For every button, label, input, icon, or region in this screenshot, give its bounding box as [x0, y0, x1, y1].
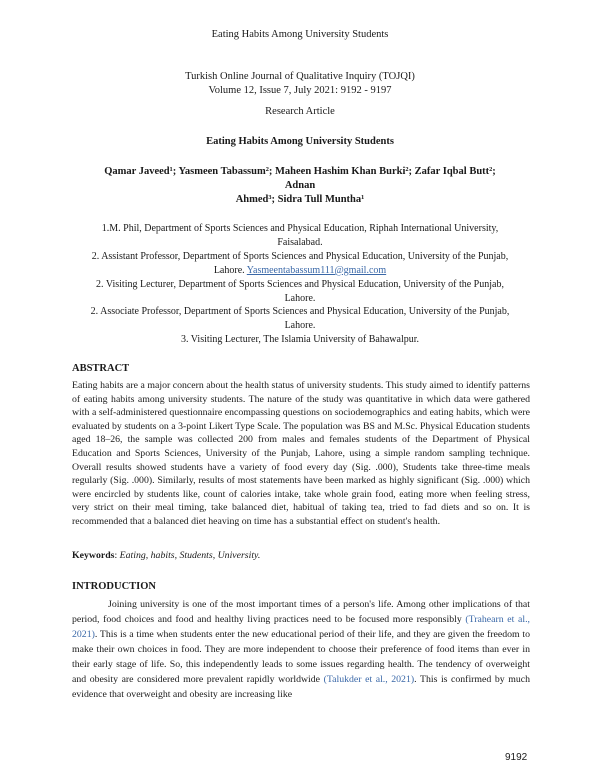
affiliation-2-text: 2. Assistant Professor, Department of Sports Sciences and Physical Education, University of the Punjab, Lahore.: [91, 250, 509, 276]
intro-text-3: . This is confirmed by much evidence that overweight and obesity are increasing like: [72, 674, 530, 700]
article-type: Research Article: [265, 106, 335, 117]
author-line-1: Qamar Javeed¹; Yasmeen Tabassum²; Maheen Hashim Khan Burki²; Zafar Iqbal Butt²; Adnan: [104, 166, 496, 191]
email-link[interactable]: Yasmeentabassum111@gmail.com: [246, 264, 387, 276]
affiliation-3: 2. Visiting Lecturer, Department of Sports Sciences and Physical Education, University of the Punjab, Lahore.: [96, 278, 504, 304]
journal-info: [0, 70, 600, 98]
author-line-2: Ahmed³; Sidra Tull Muntha¹: [235, 194, 365, 205]
keywords-label: Keywords: [72, 550, 115, 561]
intro-text-1: Joining university is one of the most important times of a person's life. Among other implications of that period, food choices and food and healthy living practices need to be focused more responsibly: [72, 599, 530, 625]
journal-name: Turkish Online Journal of Qualitative Inquiry (TOJQI): [185, 71, 415, 82]
affiliation-5: 3. Visiting Lecturer, The Islamia University of Bahawalpur.: [180, 334, 420, 346]
author-list: [95, 165, 505, 207]
journal-volume: Volume 12, Issue 7, July 2021: 9192 - 9197: [208, 85, 392, 96]
abstract-text: Eating habits are a major concern about the health status of university students. This study aimed to identify patterns of eating habits among university students. The nature of the study was quantitative in which data were gathered with a self-administered questionnaire encompassing questions on sociodemographics and eating habits, which were evaluated by students on a 3-point Likert Type Scale. The population was BS and M.Sc. Physical Education students aged 18–26, the sample was collected 200 from males and females students of the Department of Physical Education and Sports Sciences, University of the Punjab, Lahore, using a simple random sampling technique. Overall results showed students have a variety of food every day (Sig. .000), Students take three-time meals regularly (Sig. .000). Similarly, results of most statements have been marked as highly significant (Sig. .000) which were encircled by students like, count of calories intake, take whole grain food, eating more when feeling stress, very strict on their meal timing, take balanced diet, habitual of taking tea, tried to fad diets and so on. It is recommended that a balanced diet heaving on time has a substantial effect on student's health.: [72, 380, 530, 527]
introduction-paragraph: [72, 597, 530, 702]
abstract-body: [72, 379, 530, 529]
introduction-body: [72, 597, 530, 702]
keywords: [72, 550, 530, 561]
affiliation-2: [80, 250, 520, 278]
intro-text-2: . This is a time when students enter the new educational period of their life, and they are given the freedom to make their own choices in food. They are more independent to choose their preference of food items than ever in their early stage of life. So, this independently leads to some issues regarding health. The tendency of overweight and obesity are considered more prevalent rapidly worldwide: [72, 629, 530, 685]
abstract-heading: ABSTRACT: [72, 363, 130, 374]
citation-talukder[interactable]: (Talukder et al., 2021): [323, 674, 415, 685]
paper-title: Eating Habits Among University Students: [206, 136, 394, 147]
introduction-heading: INTRODUCTION: [72, 581, 157, 592]
affiliations: [80, 222, 520, 347]
page-number: 9192: [505, 752, 528, 763]
affiliation-4: 2. Associate Professor, Department of Sports Sciences and Physical Education, University of the Punjab, Lahore.: [90, 306, 510, 332]
keywords-separator: :: [114, 550, 120, 561]
citation-trahearn[interactable]: (Trahearn et al., 2021): [72, 614, 530, 640]
running-header: Eating Habits Among University Students: [211, 29, 389, 40]
keywords-value: Eating, habits, Students, University.: [119, 550, 261, 561]
affiliation-1: 1.M. Phil, Department of Sports Sciences and Physical Education, Riphah International University, Faisalabad.: [101, 223, 499, 248]
